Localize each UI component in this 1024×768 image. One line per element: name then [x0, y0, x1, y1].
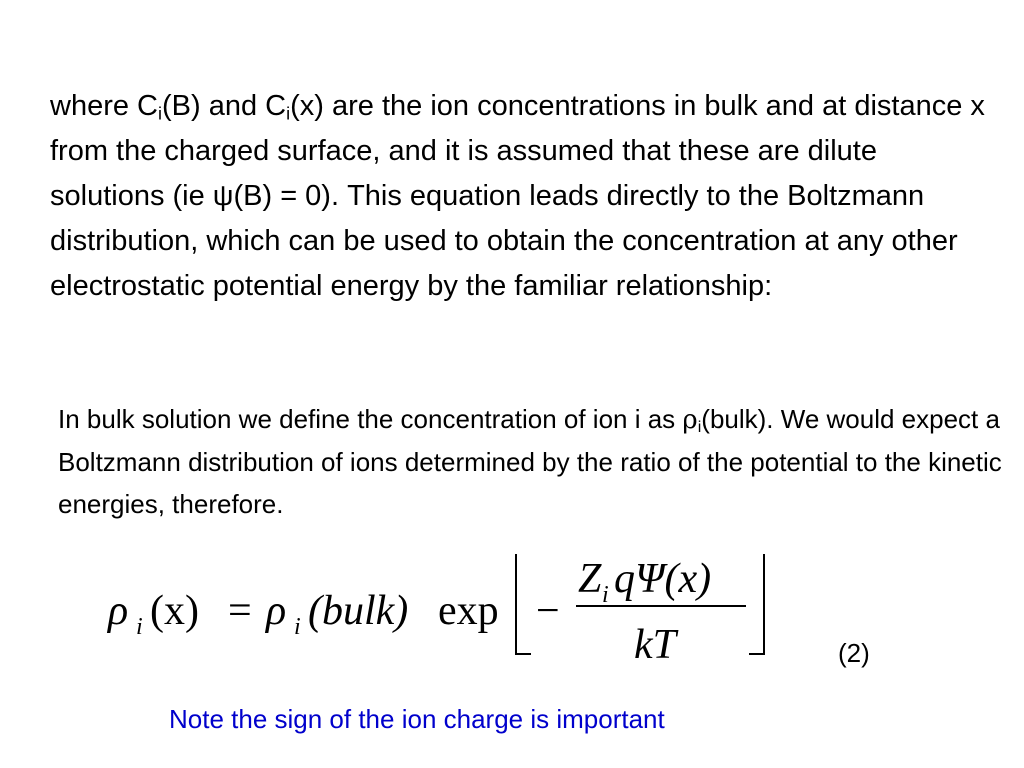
rho-symbol: ρ: [682, 405, 698, 435]
note-text: Note the sign of the ion charge is important: [169, 704, 665, 734]
eq-equals-sign: =: [228, 588, 252, 634]
boltzmann-equation: [0, 540, 1024, 680]
subscript-i: i: [158, 103, 162, 124]
eq-sub-i-lhs: i: [136, 614, 143, 640]
eq-rho-rhs: ρ: [266, 588, 287, 634]
eq-sub-i-rhs: i: [294, 614, 301, 640]
eq-exp-function: exp: [438, 588, 499, 634]
eq-numerator-sub-i: i: [602, 582, 609, 608]
eq-minus-sign: −: [536, 588, 560, 634]
equation-number: (2): [838, 638, 870, 668]
eq-denominator: kT: [634, 622, 676, 668]
eq-numerator-rest: qΨ(x): [614, 556, 712, 602]
eq-numerator-Z: Z: [578, 556, 602, 602]
eq-lhs-argument: (x): [150, 588, 199, 634]
intro-paragraph: where $C_i(B)$ and $C_i(x)$ are the ion concentrations in bulk and at distance x from the charged surface, and it is assumed that these are dilute solutions (ie ψ(B) = 0). This equation leads directly to the Boltzmann distribution, which can be used to obtain the concentration at any other electrostatic potential energy by the familiar relationship:: [50, 90, 985, 302]
bulk-definition-paragraph: In bulk solution we define the concentration of ion i as $\rho_i(bulk)$. We would expect a Boltzmann distribution of ions determined by the ratio of the potential to the kinetic energies, therefore.: [58, 404, 1002, 519]
subscript-i: i: [286, 103, 291, 124]
eq-bulk-term: (bulk): [308, 588, 409, 634]
equation-graphic: [0, 540, 1024, 680]
right-bracket: [749, 554, 764, 654]
subscript-i: i: [697, 418, 702, 437]
eq-rho-lhs: ρ: [108, 588, 129, 634]
left-bracket: [516, 554, 531, 654]
